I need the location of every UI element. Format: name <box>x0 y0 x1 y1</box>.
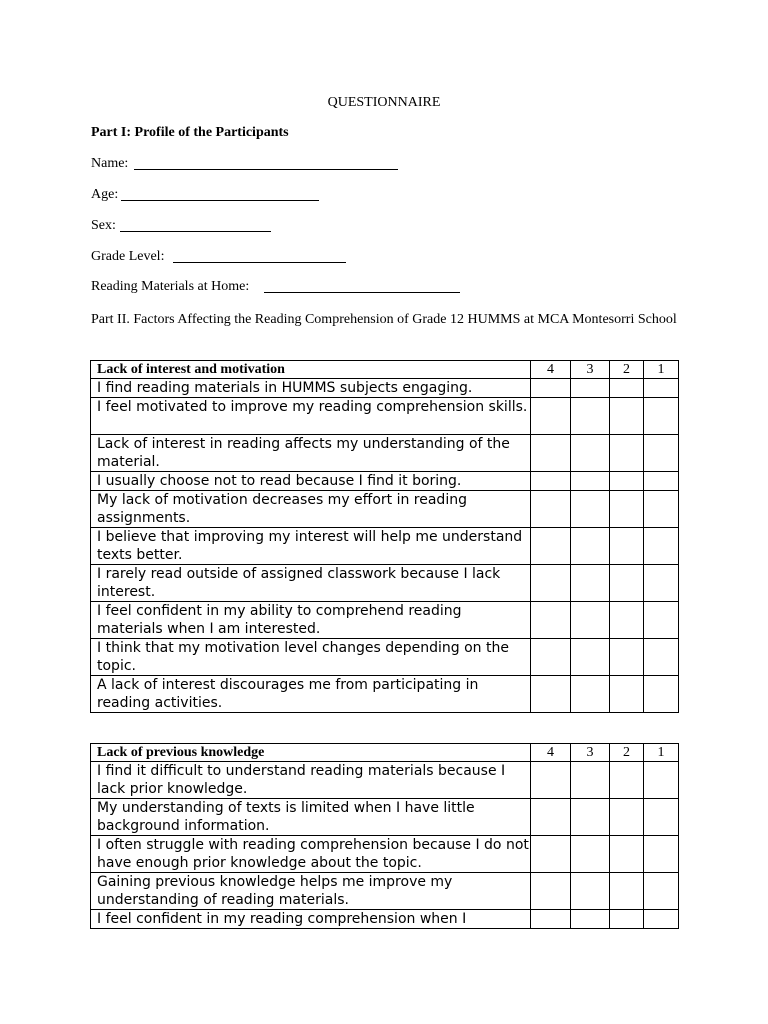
item-text: I believe that improving my interest will help me understand texts better. <box>91 528 531 565</box>
rating-2-cell[interactable] <box>610 472 644 491</box>
rating-1-cell[interactable] <box>644 565 679 602</box>
rating-1-cell[interactable] <box>644 799 679 836</box>
rating-2-cell[interactable] <box>610 528 644 565</box>
rating-3-cell[interactable] <box>571 472 610 491</box>
rating-3-cell[interactable] <box>571 639 610 676</box>
rating-3-cell[interactable] <box>571 528 610 565</box>
scale-4-header: 4 <box>531 361 571 379</box>
part1-heading: Part I: Profile of the Participants <box>91 125 289 140</box>
rating-4-cell[interactable] <box>531 528 571 565</box>
table-row <box>91 910 679 929</box>
rating-2-cell[interactable] <box>610 799 644 836</box>
rating-4-cell[interactable] <box>531 472 571 491</box>
table-row <box>91 836 679 873</box>
rating-4-cell[interactable] <box>531 435 571 472</box>
rating-3-cell[interactable] <box>571 799 610 836</box>
rating-2-cell[interactable] <box>610 491 644 528</box>
rating-1-cell[interactable] <box>644 762 679 799</box>
rating-4-cell[interactable] <box>531 639 571 676</box>
rating-1-cell[interactable] <box>644 435 679 472</box>
item-text: Lack of interest in reading affects my understanding of the material. <box>91 435 531 472</box>
item-text: My understanding of texts is limited when I have little background information. <box>91 799 531 836</box>
rating-2-cell[interactable] <box>610 602 644 639</box>
rating-4-cell[interactable] <box>531 602 571 639</box>
rating-1-cell[interactable] <box>644 528 679 565</box>
scale-3-header: 3 <box>571 361 610 379</box>
table-row <box>91 676 679 713</box>
grade-level-field[interactable] <box>173 262 346 263</box>
page-title: QUESTIONNAIRE <box>327 95 441 110</box>
item-text: I often struggle with reading comprehension because I do not have enough prior knowledge about the topic. <box>91 836 531 873</box>
sex-label: Sex: <box>91 218 116 233</box>
table-row <box>91 565 679 602</box>
item-text: I feel confident in my reading comprehension when I <box>91 910 531 929</box>
rating-3-cell[interactable] <box>571 873 610 910</box>
item-text: I usually choose not to read because I find it boring. <box>91 472 531 491</box>
rating-4-cell[interactable] <box>531 565 571 602</box>
item-text: Gaining previous knowledge helps me improve my understanding of reading materials. <box>91 873 531 910</box>
rating-1-cell[interactable] <box>644 910 679 929</box>
name-field[interactable] <box>134 169 398 170</box>
item-text: I feel motivated to improve my reading comprehension skills. <box>91 398 531 435</box>
item-text: My lack of motivation decreases my effort in reading assignments. <box>91 491 531 528</box>
rating-2-cell[interactable] <box>610 379 644 398</box>
reading-materials-label: Reading Materials at Home: <box>91 279 250 294</box>
rating-3-cell[interactable] <box>571 491 610 528</box>
rating-3-cell[interactable] <box>571 398 610 435</box>
rating-2-cell[interactable] <box>610 762 644 799</box>
item-text: I rarely read outside of assigned classwork because I lack interest. <box>91 565 531 602</box>
rating-3-cell[interactable] <box>571 602 610 639</box>
rating-3-cell[interactable] <box>571 565 610 602</box>
rating-2-cell[interactable] <box>610 435 644 472</box>
item-text: I feel confident in my ability to comprehend reading materials when I am interested. <box>91 602 531 639</box>
table-header-row <box>91 744 679 762</box>
table-row <box>91 398 679 435</box>
table-row <box>91 873 679 910</box>
rating-1-cell[interactable] <box>644 639 679 676</box>
rating-2-cell[interactable] <box>610 398 644 435</box>
part2-heading: Part II. Factors Affecting the Reading Comprehension of Grade 12 HUMMS at MCA Montesorri School <box>91 312 677 327</box>
table-row <box>91 602 679 639</box>
scale-4-header: 4 <box>531 744 571 762</box>
item-text: I find it difficult to understand reading materials because I lack prior knowledge. <box>91 762 531 799</box>
rating-1-cell[interactable] <box>644 836 679 873</box>
rating-3-cell[interactable] <box>571 435 610 472</box>
table-row <box>91 799 679 836</box>
rating-3-cell[interactable] <box>571 836 610 873</box>
scale-2-header: 2 <box>610 361 644 379</box>
rating-3-cell[interactable] <box>571 762 610 799</box>
rating-2-cell[interactable] <box>610 676 644 713</box>
item-text: I think that my motivation level changes depending on the topic. <box>91 639 531 676</box>
scale-1-header: 1 <box>644 744 679 762</box>
rating-3-cell[interactable] <box>571 379 610 398</box>
table-header-label: Lack of previous knowledge <box>91 744 531 762</box>
table-row <box>91 528 679 565</box>
rating-4-cell[interactable] <box>531 762 571 799</box>
rating-2-cell[interactable] <box>610 565 644 602</box>
age-field[interactable] <box>121 200 319 201</box>
table-header-label: Lack of interest and motivation <box>91 361 531 379</box>
rating-4-cell[interactable] <box>531 799 571 836</box>
interest-motivation-table <box>90 360 679 713</box>
rating-2-cell[interactable] <box>610 873 644 910</box>
rating-1-cell[interactable] <box>644 602 679 639</box>
rating-1-cell[interactable] <box>644 379 679 398</box>
rating-4-cell[interactable] <box>531 398 571 435</box>
rating-3-cell[interactable] <box>571 910 610 929</box>
table-row <box>91 379 679 398</box>
rating-2-cell[interactable] <box>610 836 644 873</box>
item-text: I find reading materials in HUMMS subjects engaging. <box>91 379 531 398</box>
rating-4-cell[interactable] <box>531 379 571 398</box>
scale-1-header: 1 <box>644 361 679 379</box>
rating-2-cell[interactable] <box>610 910 644 929</box>
age-label: Age: <box>91 187 119 202</box>
rating-2-cell[interactable] <box>610 639 644 676</box>
table-row <box>91 639 679 676</box>
reading-materials-field[interactable] <box>264 292 460 293</box>
rating-1-cell[interactable] <box>644 472 679 491</box>
scale-2-header: 2 <box>610 744 644 762</box>
rating-4-cell[interactable] <box>531 676 571 713</box>
table-header-row <box>91 361 679 379</box>
rating-4-cell[interactable] <box>531 491 571 528</box>
rating-1-cell[interactable] <box>644 491 679 528</box>
previous-knowledge-table <box>90 743 679 929</box>
scale-3-header: 3 <box>571 744 610 762</box>
rating-4-cell[interactable] <box>531 910 571 929</box>
table-row <box>91 472 679 491</box>
rating-3-cell[interactable] <box>571 676 610 713</box>
name-label: Name: <box>91 156 129 171</box>
sex-field[interactable] <box>120 231 271 232</box>
item-text: A lack of interest discourages me from participating in reading activities. <box>91 676 531 713</box>
table-row <box>91 435 679 472</box>
table-row <box>91 762 679 799</box>
rating-1-cell[interactable] <box>644 676 679 713</box>
table-row <box>91 491 679 528</box>
rating-4-cell[interactable] <box>531 873 571 910</box>
rating-4-cell[interactable] <box>531 836 571 873</box>
rating-1-cell[interactable] <box>644 873 679 910</box>
rating-1-cell[interactable] <box>644 398 679 435</box>
grade-level-label: Grade Level: <box>91 249 165 264</box>
